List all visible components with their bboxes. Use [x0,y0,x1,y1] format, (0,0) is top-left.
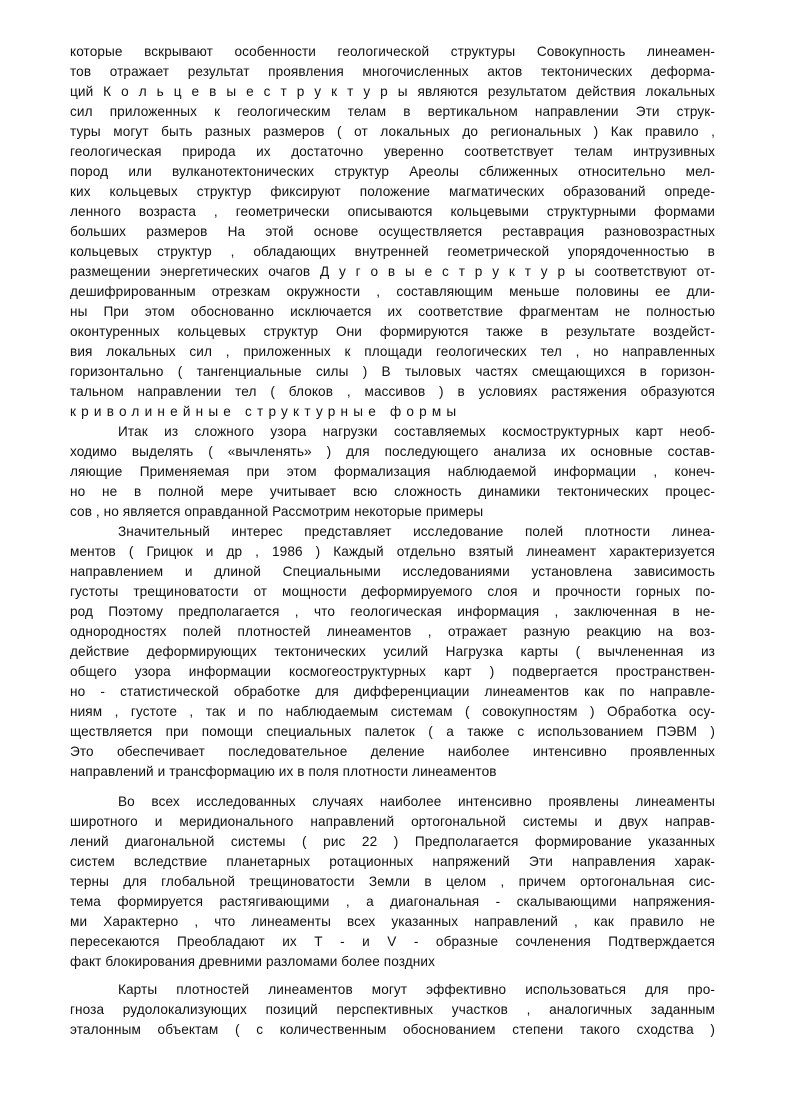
text-line: тальном направлении тел ( блоков , массивов ) в условиях растяжения образуются [70,384,715,399]
text-line: направлений и трансформацию их в поля плотности линеаментов [70,764,497,779]
text-line-spaced-heading: криволинейные структурные формы [70,404,462,419]
text-line: факт блокирования древними разломами более поздних [70,954,436,969]
text-line: гноза рудолокализующих позиций перспективных участков , аналогичных заданным [70,1002,715,1017]
text-line: но не в полной мере учитывает всю сложность динамики тектонических процес- [70,484,715,499]
text-line: ляющие Применяемая при этом формализация наблюдаемой информации , конеч- [70,464,715,479]
text-line: род Поэтому предполагается , что геологическая информация , заключенная в не- [70,604,715,619]
text-line: лений диагональной системы ( рис 22 ) Предполагается формирование указанных [70,834,715,849]
text-line: действие деформирующих тектонических усилий Нагрузка карты ( вычлененная из [70,644,715,659]
text-line: ниям , густоте , так и по наблюдаемым системам ( совокупностям ) Обработка осу- [70,704,715,719]
text-line: густоты трещиноватости от мощности деформируемого слоя и прочности горных по- [70,584,715,599]
text-line: ких кольцевых структур фиксируют положение магматических образований опреде- [70,184,715,199]
text-line: ленного возраста , геометрически описываются кольцевыми структурными формами [70,204,715,219]
text-line: широтного и меридионального направлений ортогональной системы и двух направ- [70,814,715,829]
text-line-paragraph-start: Значительный интерес представляет исследование полей плотности линеа- [118,524,715,539]
text-line: кольцевых структур , обладающих внутренней геометрической упорядоченностью в [70,244,715,259]
text-line: общего узора информации космогеоструктурных карт ) подвергается пространствен- [70,664,715,679]
text-line: ментов ( Грицюк и др , 1986 ) Каждый отдельно взятый линеамент характеризуется [70,544,715,559]
text-line: направлением и длиной Специальными исследованиями установлена зависимость [70,564,715,579]
text-line: ходимо выделять ( «вычленять» ) для последующего анализа их основные состав- [70,444,715,459]
text-line: пересекаются Преобладают их Т - и V - образные сочленения Подтверждается [70,934,715,949]
text-line-paragraph-start: Итак из сложного узора нагрузки составляемых космоструктурных карт необ- [118,424,715,439]
text-line: терны для глобальной трещиноватости Земли в целом , причем ортогональная сис- [70,874,715,889]
text-line: но - статистической обработке для дифференциации линеаментов как по направле- [70,684,715,699]
text-line: дешифрированным отрезкам окружности , составляющим меньше половины ее дли- [70,284,715,299]
text-line: которые вскрывают особенности геологической структуры Совокупность линеамен- [70,44,715,59]
text-line: горизонтально ( тангенциальные силы ) В тыловых частях смещающихся в горизон- [70,364,715,379]
text-line: Это обеспечивает последовательное деление наиболее интенсивно проявленных [70,744,715,759]
text-line: эталонным объектам ( с количественным обоснованием степени такого сходства ) [70,1022,715,1037]
text-line: туры могут быть разных размеров ( от локальных до региональных ) Как правило , [70,124,715,139]
text-line: больших размеров На этой основе осуществляется реставрация разновозрастных [70,224,715,239]
text-line: пород или вулканотектонических структур Ареолы сближенных относительно мел- [70,164,715,179]
text-line: систем вследствие планетарных ротационных напряжений Эти направления харак- [70,854,715,869]
text-line: сил приложенных к геологическим телам в вертикальном направлении Эти струк- [70,104,715,119]
text-line: оконтуренных кольцевых структур Они формируются также в результате воздейст- [70,324,715,339]
text-line-paragraph-start: Карты плотностей линеаментов могут эффективно использоваться для про- [118,982,715,997]
text-line-paragraph-start: Во всех исследованных случаях наиболее интенсивно проявлены линеаменты [118,794,715,809]
text-line: тема формируется растягивающими , а диагональная - скалывающими напряжения- [70,894,715,909]
text-line: сов , но является оправданной Рассмотрим некоторые примеры [70,504,484,519]
text-line: ществляется при помощи специальных палеток ( а также с использованием ПЭВМ ) [70,724,715,739]
text-line: ми Характерно , что линеаменты всех указанных направлений , как правило не [70,914,715,929]
text-line: однородностях полей плотностей линеаментов , отражает разную реакцию на воз- [70,624,715,639]
text-line: тов отражает результат проявления многочисленных актов тектонических деформа- [70,64,715,79]
text-line: ций К о л ь ц е в ы е с т р у к т у р ы являются результатом действия локальных [70,84,715,99]
text-line: ны При этом обоснованно исключается их соответствие фрагментам не полностью [70,304,715,319]
text-line: вия локальных сил , приложенных к площади геологических тел , но направленных [70,344,715,359]
text-line: размещении энергетических очагов Д у г о в ы е с т р у к т у р ы соответствуют от- [70,264,715,279]
text-line: геологическая природа их достаточно уверенно соответствует телам интрузивных [70,144,715,159]
